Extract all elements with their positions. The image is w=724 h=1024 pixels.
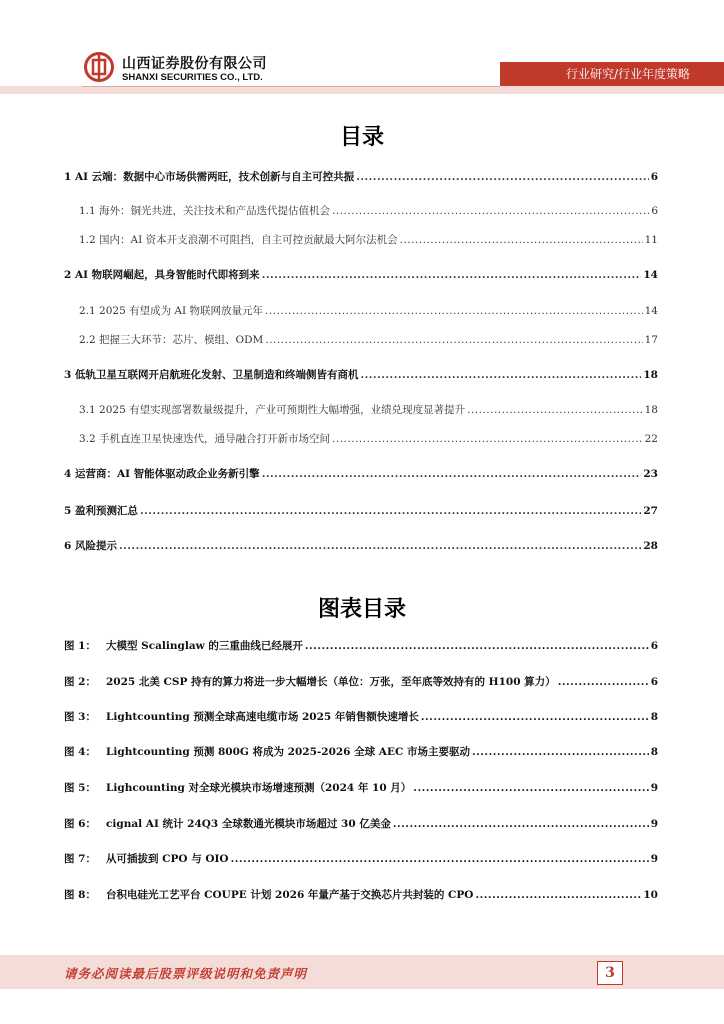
figure-page: 9 <box>650 853 658 865</box>
toc-item-text: 1.2 国内：AI 资本开支浪潮不可阻挡，自主可控贡献最大阿尔法机会 <box>79 234 398 246</box>
figure-label: 图 5： <box>64 782 96 794</box>
figure-text: 从可插拔到 CPO 与 OIO <box>106 853 229 865</box>
toc-item-page: 17 <box>644 334 658 346</box>
toc-item[interactable] <box>79 303 658 321</box>
toc-item[interactable] <box>79 402 658 420</box>
figure-page: 6 <box>650 676 658 688</box>
figure-page: 8 <box>650 746 658 758</box>
toc-item-page: 14 <box>643 269 658 281</box>
toc-item-text: 1.1 海外：铜光共进，关注技术和产品迭代提估值机会 <box>79 205 331 217</box>
toc-item-text: 3 低轨卫星互联网开启航班化发射、卫星制造和终端侧皆有商机 <box>64 369 359 381</box>
toc-item-page: 6 <box>650 171 658 183</box>
toc-item-text: 2.1 2025 有望成为 AI 物联网放量元年 <box>79 305 264 317</box>
toc-item-text: 2.2 把握三大环节：芯片、模组、ODM <box>79 334 264 346</box>
toc-item-text: 6 风险提示 <box>64 540 117 552</box>
figure-page: 9 <box>650 782 658 794</box>
figure-label: 图 8： <box>64 889 96 901</box>
page-footer <box>0 955 724 989</box>
figure-label: 图 7： <box>64 853 96 865</box>
toc-title: 目录 <box>339 124 384 150</box>
figure-page: 10 <box>643 889 658 901</box>
report-category: 行业研究/行业年度策略 <box>565 67 690 81</box>
figure-text: Lighcounting 对全球光模块市场增速预测（2024 年 10 月） <box>106 782 412 794</box>
header-category-band <box>500 62 724 86</box>
toc-item-page: 18 <box>644 404 658 416</box>
figure-item[interactable] <box>64 674 658 692</box>
toc-item[interactable] <box>79 431 658 449</box>
toc-item[interactable] <box>64 466 658 484</box>
toc-item-page: 11 <box>644 234 658 246</box>
company-name-en: SHANXI SECURITIES CO., LTD. <box>122 72 263 83</box>
toc-item-page: 18 <box>643 369 658 381</box>
figure-item[interactable] <box>64 638 658 656</box>
toc-item-text: 4 运营商：AI 智能体驱动政企业务新引擎 <box>64 468 260 480</box>
figure-item[interactable] <box>64 780 658 798</box>
page-number: 3 <box>597 961 623 985</box>
toc-item[interactable] <box>79 332 658 350</box>
toc-item[interactable] <box>79 203 658 221</box>
figure-page: 6 <box>650 640 658 652</box>
figure-page: 8 <box>650 711 658 723</box>
figure-item[interactable] <box>64 744 658 762</box>
figures-title: 图表目录 <box>317 596 406 622</box>
figure-label: 图 2： <box>64 676 96 688</box>
header-divider-line <box>82 86 500 87</box>
toc-item-page: 6 <box>651 205 658 217</box>
figure-text: 2025 北美 CSP 持有的算力将进一步大幅增长（单位：万张，至年底等效持有的 H100 算力） <box>106 676 556 688</box>
company-name-cn: 山西证券股份有限公司 <box>122 56 267 72</box>
toc-item-page: 27 <box>643 505 658 517</box>
toc-item-text: 2 AI 物联网崛起，具身智能时代即将到来 <box>64 269 260 281</box>
toc-item-page: 28 <box>643 540 658 552</box>
toc-item-page: 14 <box>644 305 658 317</box>
toc-item-text: 1 AI 云端：数据中心市场供需两旺，技术创新与自主可控共振 <box>64 171 355 183</box>
figure-label: 图 1： <box>64 640 96 652</box>
figure-text: Lightcounting 预测 800G 将成为 2025-2026 全球 AEC 市场主要驱动 <box>106 746 470 758</box>
toc-item[interactable] <box>79 232 658 250</box>
toc-item-page: 22 <box>644 433 658 445</box>
figure-item[interactable] <box>64 887 658 905</box>
toc-item-page: 23 <box>643 468 658 480</box>
figure-page: 9 <box>650 818 658 830</box>
company-logo-icon <box>84 52 114 82</box>
header-divider <box>0 86 724 94</box>
figure-text: 大模型 Scalinglaw 的三重曲线已经展开 <box>106 640 303 652</box>
figure-item[interactable] <box>64 816 658 834</box>
toc-item[interactable] <box>64 503 658 521</box>
disclaimer-notice[interactable]: 请务必阅读最后股票评级说明和免责声明 <box>64 966 308 981</box>
figure-text: cignal AI 统计 24Q3 全球数通光模块市场超过 30 亿美金 <box>106 818 391 830</box>
figure-item[interactable] <box>64 851 658 869</box>
figure-text: 台积电硅光工艺平台 COUPE 计划 2026 年量产基于交换芯片共封装的 CPO <box>106 889 474 901</box>
figure-label: 图 4： <box>64 746 96 758</box>
figure-item[interactable] <box>64 709 658 727</box>
page-header <box>0 0 724 100</box>
toc-item[interactable] <box>64 538 658 556</box>
toc-item-text: 5 盈利预测汇总 <box>64 505 138 517</box>
toc-item[interactable] <box>64 169 658 187</box>
figure-text: Lightcounting 预测全球高速电缆市场 2025 年销售额快速增长 <box>106 711 419 723</box>
toc-item[interactable] <box>64 367 658 385</box>
toc-item-text: 3.1 2025 有望实现部署数量级提升，产业可预期性大幅增强，业绩兑现度显著提升 <box>79 404 466 416</box>
toc-item[interactable] <box>64 267 658 285</box>
figure-label: 图 6： <box>64 818 96 830</box>
figure-label: 图 3： <box>64 711 96 723</box>
toc-item-text: 3.2 手机直连卫星快速迭代，通导融合打开新市场空间 <box>79 433 331 445</box>
